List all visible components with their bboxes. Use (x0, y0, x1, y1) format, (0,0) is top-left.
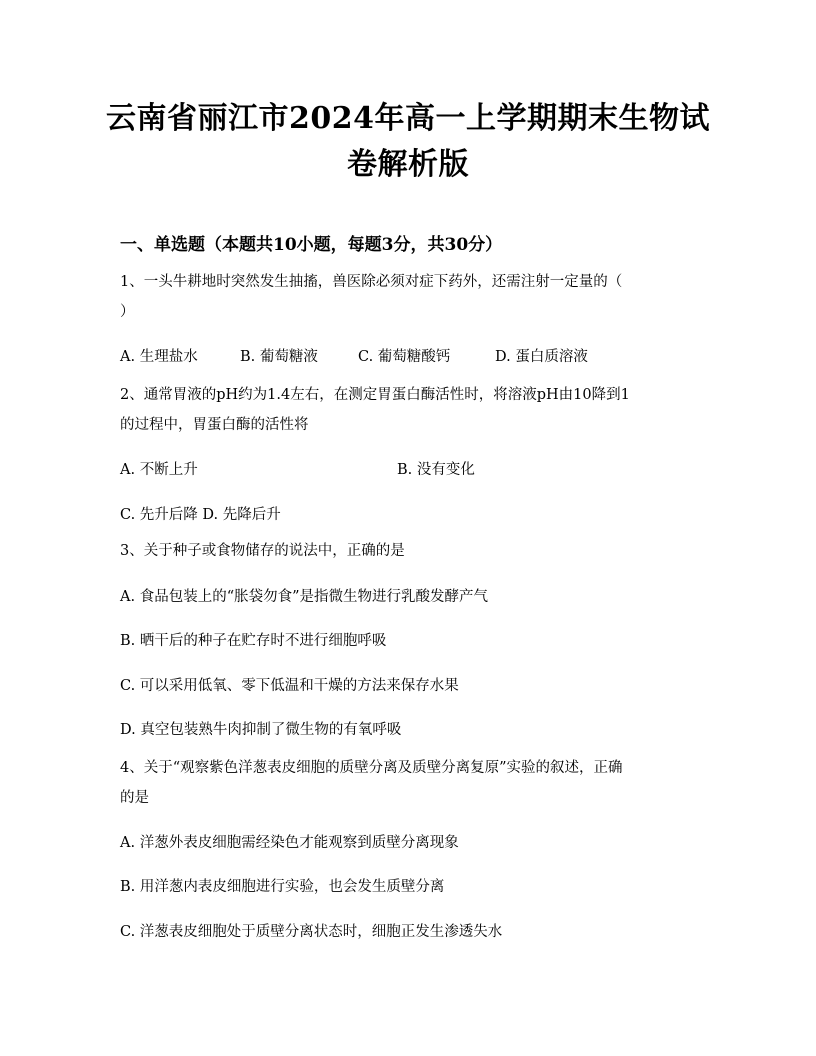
title-line-1: 云南省丽江市2024年高一上学期期末生物试 (106, 101, 710, 136)
q2-option-a: A. 不断上升 (120, 462, 198, 478)
q1-option-b: B. 葡萄糖液 (240, 349, 318, 365)
q4-stem-line-2: 的是 (120, 790, 149, 806)
document-title (100, 96, 716, 188)
q3-option-a: A. 食品包装上的“胀袋勿食”是指微生物进行乳酸发酵产气 (120, 589, 489, 605)
q4-stem-line-1: 4、关于“观察紫色洋葱表皮细胞的质壁分离及质壁分离复原”实验的叙述，正确 (120, 760, 623, 776)
q1-options (120, 347, 588, 367)
q2-stem-line-1: 2、通常胃液的pH约为1.4左右，在测定胃蛋白酶活性时，将溶液pH由10降到1 (120, 387, 630, 403)
q4-option-b: B. 用洋葱内表皮细胞进行实验，也会发生质壁分离 (120, 879, 445, 895)
title-line-2: 卷解析版 (347, 147, 469, 182)
q3-option-b: B. 晒干后的种子在贮存时不进行细胞呼吸 (120, 633, 387, 649)
q1-option-c: C. 葡萄糖酸钙 (358, 349, 451, 365)
q3-option-c: C. 可以采用低氧、零下低温和干燥的方法来保存水果 (120, 678, 459, 694)
q1-stem-line-1: 1、一头牛耕地时突然发生抽搐，兽医除必须对症下药外，还需注射一定量的（ (120, 274, 623, 290)
q2-option-row-ab (120, 460, 475, 480)
q2-stem-line-2: 的过程中，胃蛋白酶的活性将 (120, 417, 309, 433)
section-heading: 一、单选题（本题共10小题，每题3分，共30分） (120, 235, 503, 255)
q3-stem: 3、关于种子或食物储存的说法中，正确的是 (120, 543, 405, 559)
q3-option-d: D. 真空包装熟牛肉抑制了微生物的有氧呼吸 (120, 722, 402, 738)
q1-stem-line-2: ） (120, 304, 135, 320)
q4-option-a: A. 洋葱外表皮细胞需经染色才能观察到质壁分离现象 (120, 835, 459, 851)
q1-option-a: A. 生理盐水 (120, 349, 198, 365)
q1-option-d: D. 蛋白质溶液 (495, 349, 588, 365)
q4-option-c: C. 洋葱表皮细胞处于质壁分离状态时，细胞正发生渗透失水 (120, 924, 503, 940)
q2-option-row-cd: C. 先升后降 D. 先降后升 (120, 507, 281, 523)
q2-option-b: B. 没有变化 (397, 462, 475, 478)
